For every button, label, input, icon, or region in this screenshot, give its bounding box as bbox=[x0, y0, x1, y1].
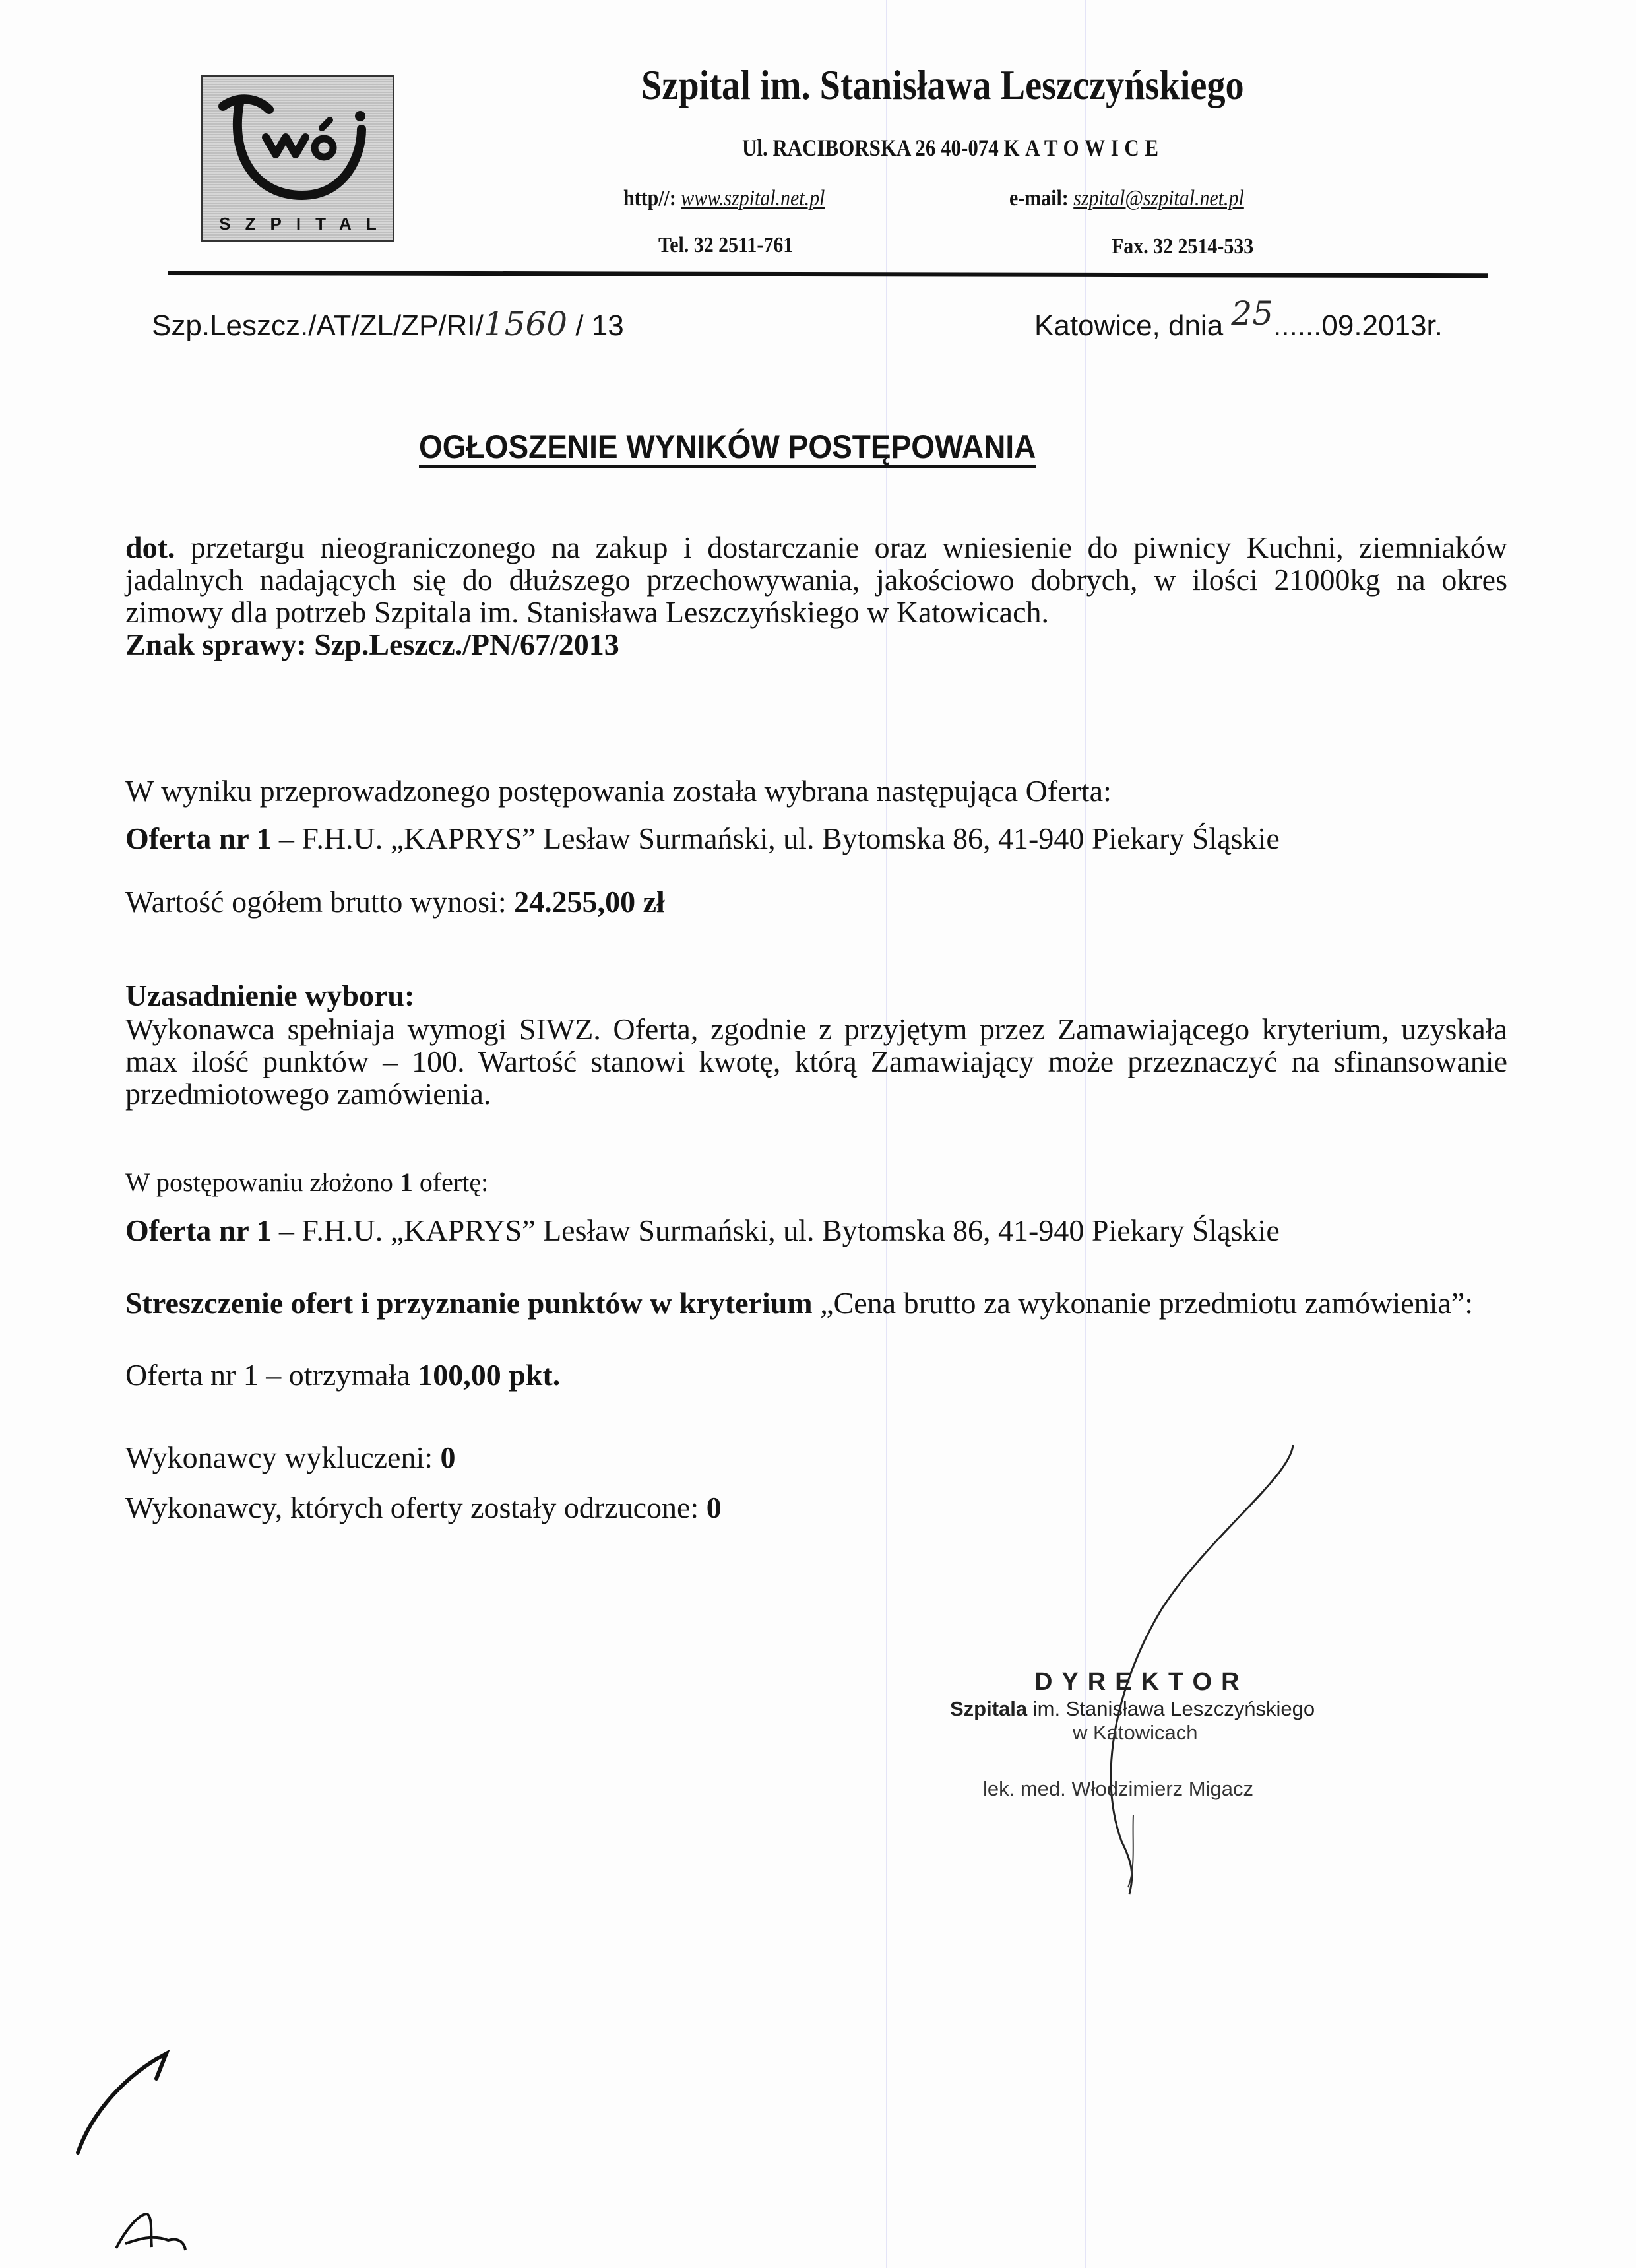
stamp-institution-rest: im. Stanisława Leszczyńskiego bbox=[1027, 1697, 1315, 1720]
summary-result-value: 100,00 pkt. bbox=[418, 1358, 561, 1392]
submitted-intro-b: ofertę: bbox=[412, 1167, 489, 1197]
date-suffix: 09.2013r. bbox=[1321, 309, 1443, 342]
website-label: http//: bbox=[623, 186, 681, 211]
address-street: Ul. RACIBORSKA 26 40-074 bbox=[742, 135, 999, 161]
case-reference: Znak sprawy: Szp.Leszcz./PN/67/2013 bbox=[125, 628, 619, 661]
phone-number: Tel. 32 2511-761 bbox=[658, 233, 794, 257]
stamp-title: DYREKTOR bbox=[1034, 1668, 1249, 1696]
logo-word: SZPITAL bbox=[219, 214, 391, 234]
justification-title-text: Uzasadnienie wyboru: bbox=[125, 979, 415, 1012]
submitted-offer-text: – F.H.U. „KAPRYS” Lesław Surmański, ul. Bytomska 86, 41-940 Piekary Śląskie bbox=[271, 1214, 1280, 1247]
subject-lead: dot. bbox=[125, 531, 175, 564]
justification-text: Wykonawca spełniaja wymogi SIWZ. Oferta, zgodnie z przyjętym przez Zamawiającego kryterium, uzyskała max ilość punktów – 100. Wartość stanowi kwotę, którą Zamawiający może przeznaczyć na sfinansowanie przedmiotowego zamówienia. bbox=[125, 1012, 1507, 1111]
excluded-value: 0 bbox=[440, 1441, 456, 1474]
summary-result-label: Oferta nr 1 – otrzymała bbox=[125, 1358, 418, 1392]
submitted-intro-a: W postępowaniu złożono bbox=[125, 1167, 400, 1197]
margin-handwritten-mark bbox=[78, 2054, 166, 2153]
date-handwritten-day: 25 bbox=[1231, 294, 1274, 333]
excluded-label: Wykonawcy wykluczeni: bbox=[125, 1441, 441, 1474]
stamp-institution-bold: Szpitala bbox=[950, 1697, 1028, 1720]
summary-title: Streszczenie ofert i przyznanie punktów w kryterium bbox=[125, 1286, 813, 1320]
offer-value-label: Wartość ogółem brutto wynosi: bbox=[125, 885, 515, 919]
result-intro: W wyniku przeprowadzonego postępowania została wybrana następująca Oferta: bbox=[125, 774, 1112, 808]
subject-text: przetargu nieograniczonego na zakup i dostarczanie oraz wniesienie do piwnicy Kuchni, ziemniaków jadalnych nadających się do dłuższego przechowywania, jakościowo dobrych, w ilości 21000kg na okres zimowy dla potrzeb Szpitala im. Stanisława Leszczyńskiego w Katowicach. bbox=[125, 531, 1507, 629]
date-dots: ...... bbox=[1273, 309, 1322, 342]
submitted-count: 1 bbox=[399, 1167, 413, 1197]
rejected-value: 0 bbox=[706, 1491, 722, 1524]
document-heading: OGŁOSZENIE WYNIKÓW POSTĘPOWANIA bbox=[419, 428, 1036, 465]
summary-criterion: „Cena brutto za wykonanie przedmiotu zamówienia”: bbox=[812, 1286, 1474, 1320]
stamp-city: w Katowicach bbox=[1073, 1721, 1198, 1744]
reference-handwritten-number: 1560 bbox=[483, 305, 568, 343]
selected-offer-label: Oferta nr 1 bbox=[125, 822, 272, 855]
institution-name: Szpital im. Stanisława Leszczyńskiego bbox=[641, 61, 1244, 108]
address-city: KATOWICE bbox=[1003, 135, 1164, 161]
fax-number: Fax. 32 2514-533 bbox=[1112, 234, 1254, 259]
date-prefix: Katowice, dnia bbox=[1034, 309, 1232, 342]
submitted-offer-label: Oferta nr 1 bbox=[125, 1214, 272, 1247]
stamp-institution bbox=[950, 1697, 1315, 1721]
email-label: e-mail: bbox=[1009, 186, 1074, 211]
selected-offer-text: – F.H.U. „KAPRYS” Lesław Surmański, ul. Bytomska 86, 41-940 Piekary Śląskie bbox=[271, 822, 1280, 855]
stamp-director-name: lek. med. Włodzimierz Migacz bbox=[983, 1777, 1253, 1800]
offer-value-amount: 24.255,00 zł bbox=[514, 885, 665, 919]
website-link[interactable]: www.szpital.net.pl bbox=[681, 186, 825, 211]
reference-prefix: Szp.Leszcz./AT/ZL/ZP/RI/ bbox=[152, 309, 484, 342]
margin-initials-mark bbox=[116, 2214, 185, 2250]
reference-suffix: / 13 bbox=[567, 309, 624, 342]
email-link[interactable]: szpital@szpital.net.pl bbox=[1073, 186, 1244, 211]
rejected-label: Wykonawcy, których oferty zostały odrzucone: bbox=[125, 1491, 707, 1524]
